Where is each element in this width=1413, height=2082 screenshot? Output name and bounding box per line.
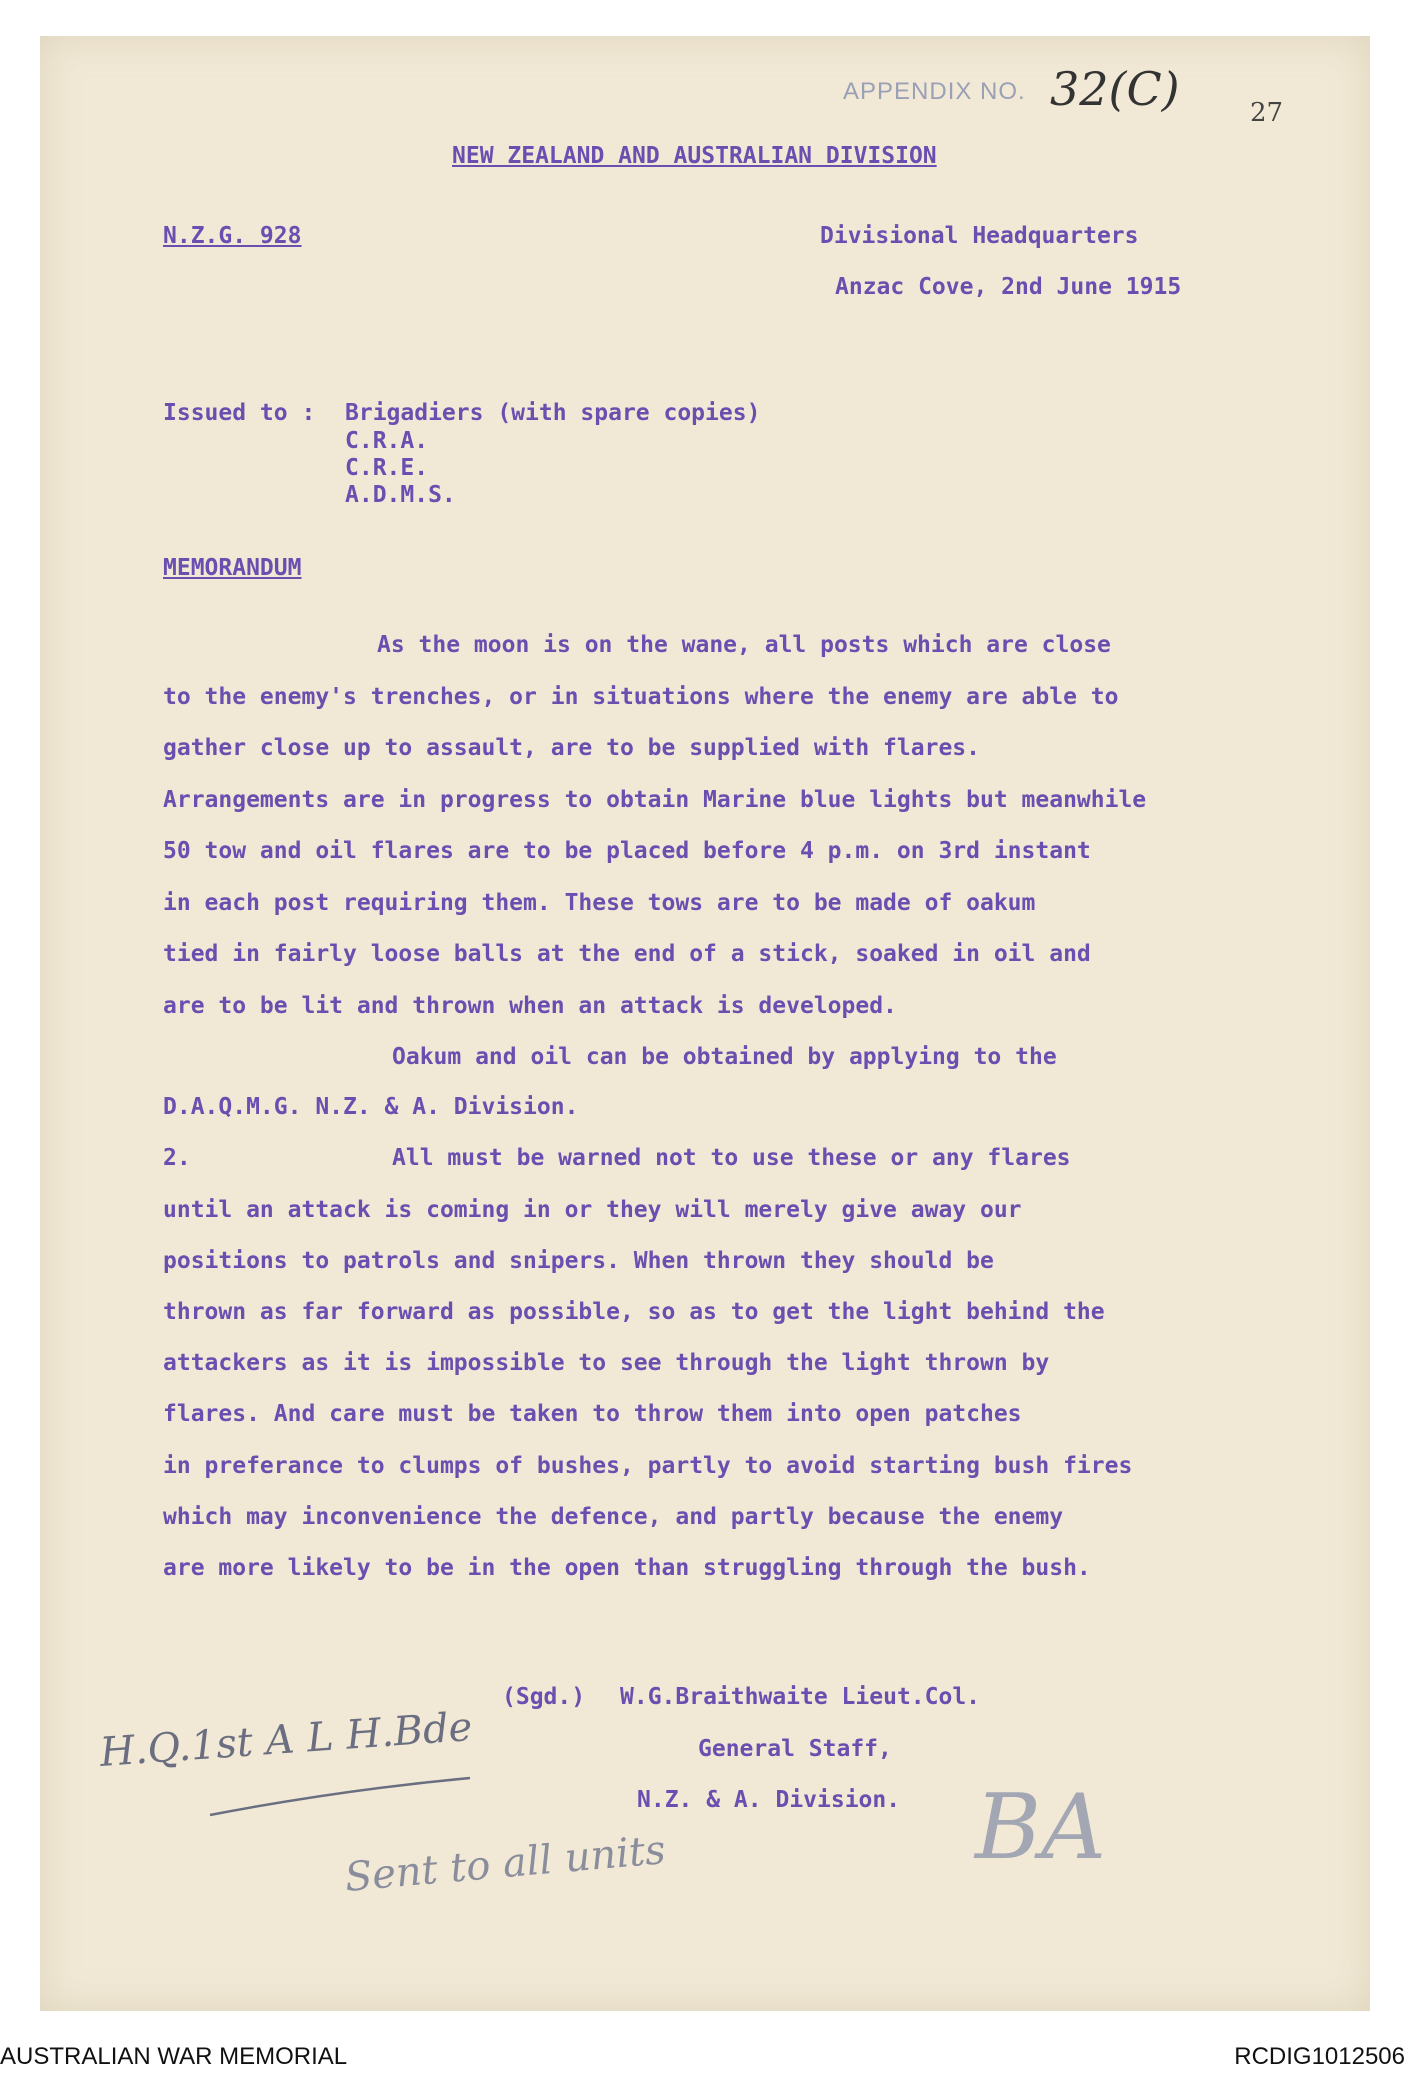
para1-line: As the moon is on the wane, all posts which are close [377, 632, 1111, 658]
para1-line: tied in fairly loose balls at the end of a stick, soaked in oil and [163, 941, 1091, 967]
handwritten-hq-note: H.Q.1st A L H.Bde [98, 1704, 474, 1776]
para3-number: 2. [163, 1145, 191, 1171]
para1-line: Arrangements are in progress to obtain Marine blue lights but meanwhile [163, 787, 1147, 813]
recipient: A.D.M.S. [345, 482, 456, 508]
recipient: C.R.A. [345, 428, 429, 454]
para3-line: until an attack is coming in or they will merely give away our [163, 1197, 1022, 1223]
para1-line: are to be lit and thrown when an attack is developed. [163, 993, 897, 1019]
signed-marker: (Sgd.) [502, 1684, 586, 1710]
para3-line: are more likely to be in the open than struggling through the bush. [163, 1555, 1091, 1581]
para2-line: Oakum and oil can be obtained by applying to the [392, 1044, 1057, 1070]
para3-line: thrown as far forward as possible, so as to get the light behind the [163, 1299, 1105, 1325]
hq-line-2: Anzac Cove, 2nd June 1915 [835, 274, 1182, 300]
document-page [40, 36, 1370, 2011]
footer-institution: AUSTRALIAN WAR MEMORIAL [0, 2043, 348, 2070]
recipient: C.R.E. [345, 455, 429, 481]
memorandum-heading: MEMORANDUM [163, 555, 302, 581]
handwritten-underline [200, 1770, 480, 1830]
para3-line: in preferance to clumps of bushes, partly to avoid starting bush fires [163, 1453, 1133, 1479]
issued-prefix: Issued to : [163, 400, 316, 426]
handwritten-initials: BA [975, 1775, 1107, 1880]
division-title: NEW ZEALAND AND AUSTRALIAN DIVISION [452, 143, 937, 169]
folio-number: 27 [1250, 98, 1284, 128]
handwritten-distribution-note: Sent to all units [342, 1827, 668, 1901]
para3-line: attackers as it is impossible to see through the light thrown by [163, 1350, 1050, 1376]
appendix-stamp-label: APPENDIX NO. [843, 78, 1026, 105]
signatory-role: General Staff, [698, 1736, 892, 1762]
para3-line: All must be warned not to use these or any flares [392, 1145, 1071, 1171]
para3-line: which may inconvenience the defence, and partly because the enemy [163, 1504, 1064, 1530]
para1-line: gather close up to assault, are to be supplied with flares. [163, 735, 980, 761]
signatory-unit: N.Z. & A. Division. [637, 1787, 901, 1813]
hq-line-1: Divisional Headquarters [820, 223, 1139, 249]
para1-line: 50 tow and oil flares are to be placed before 4 p.m. on 3rd instant [163, 838, 1091, 864]
para3-line: flares. And care must be taken to throw them into open patches [163, 1401, 1022, 1427]
appendix-number: 32(C) [1050, 62, 1180, 116]
para2-line: D.A.Q.M.G. N.Z. & A. Division. [163, 1094, 579, 1120]
recipient: Brigadiers (with spare copies) [345, 400, 761, 426]
signatory-name: W.G.Braithwaite Lieut.Col. [620, 1684, 981, 1710]
para1-line: in each post requiring them. These tows are to be made of oakum [163, 890, 1036, 916]
footer-record-id: RCDIG1012506 [1234, 2043, 1405, 2070]
para1-line: to the enemy's trenches, or in situations where the enemy are able to [163, 684, 1119, 710]
para3-line: positions to patrols and snipers. When thrown they should be [163, 1248, 994, 1274]
reference-number: N.Z.G. 928 [163, 223, 302, 249]
